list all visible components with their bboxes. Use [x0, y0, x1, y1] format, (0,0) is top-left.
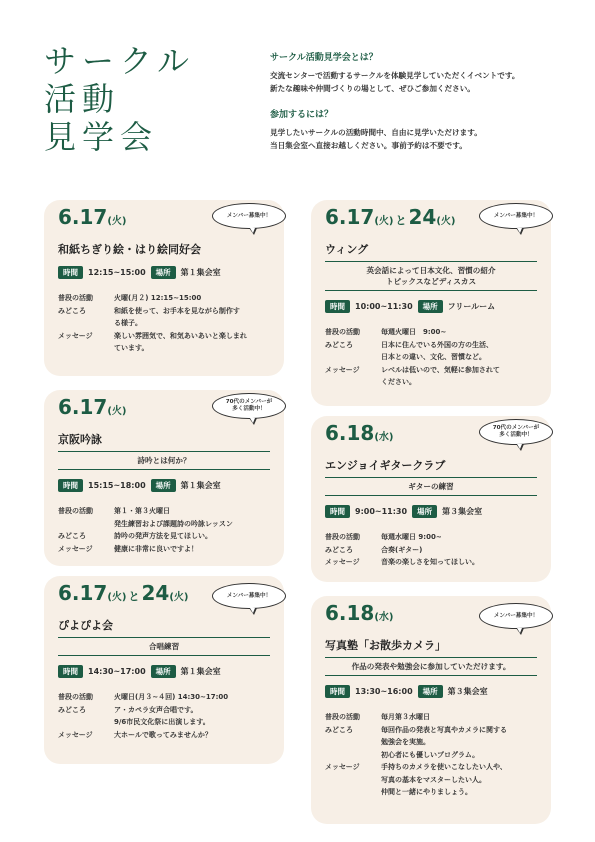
time-value: 14:30~17:00 [88, 667, 146, 676]
highlight-label: みどころ [58, 306, 86, 315]
time-value: 12:15~15:00 [88, 268, 146, 277]
regular-label: 普段の活動 [58, 693, 93, 701]
message-line: ています。 [114, 344, 149, 352]
message-label: メッセージ [325, 365, 360, 374]
regular-label: 普段の活動 [58, 294, 93, 302]
highlight-line: 勉強会を実施。 [381, 738, 430, 746]
regular-label: 普段の活動 [58, 507, 93, 515]
circle-subtitle: 英会話によって日本文化、習慣の紹介 トピックスなどディスカス [325, 261, 537, 291]
time-place-row [58, 665, 270, 678]
event-date: 6.17(火) と 24(火) [325, 205, 456, 229]
circle-subtitle: 合唱練習 [58, 637, 270, 656]
message-line: 写真の基本をマスターしたい人。 [381, 775, 486, 784]
highlight-label: みどころ [325, 340, 353, 349]
highlight-label: みどころ [58, 532, 86, 540]
circle-subtitle: 詩吟とは何か？ [58, 451, 270, 470]
regular-value: 毎週火曜日 9:00~ [381, 328, 447, 336]
time-place-row [58, 479, 270, 492]
message-line: 健康に非常に良いですよ！ [114, 544, 198, 553]
time-value: 15:15~18:00 [88, 481, 146, 490]
regular-label: 普段の活動 [325, 713, 360, 721]
time-tag: 時間 [58, 479, 83, 492]
regular-line: 発生練習および課題詩の吟詠レッスン [114, 519, 233, 528]
regular-value: 毎週水曜日 9:00~ [381, 533, 442, 541]
circle-name: エンジョイギタークラブ [325, 459, 446, 472]
time-place-row [325, 300, 537, 313]
highlight-label: みどころ [325, 545, 353, 554]
circle-name: ウィング [325, 243, 369, 256]
message-line: レベルは低いので、気軽に参加されて [381, 365, 500, 374]
seventies-bubble: 70代のメンバーが 多く活動中！ [479, 419, 553, 445]
intro-answer-1-line-2: 新たな趣味や仲間づくりの場として、ぜひご参加ください。 [270, 84, 475, 93]
regular-line: 第１・第３火曜日 [114, 507, 170, 515]
message-label: メッセージ [325, 763, 360, 771]
time-tag: 時間 [325, 300, 350, 313]
time-place-row [325, 505, 537, 518]
place-tag: 場所 [418, 685, 443, 698]
highlight-line: 9/6市民文化祭に出演します。 [114, 718, 210, 726]
place-tag: 場所 [412, 505, 437, 518]
time-place-row [58, 266, 270, 279]
time-value: 9:00~11:30 [355, 507, 408, 516]
circle-card-photo [311, 596, 551, 824]
highlight-line: 日本に住んでいる外国の方の生活、 [381, 340, 493, 349]
highlight-line: 毎回作品の発表と写真やカメラに関する [381, 725, 507, 734]
recruit-bubble: メンバー募集中！ [212, 203, 286, 229]
time-tag: 時間 [325, 685, 350, 698]
circle-name: 京阪吟詠 [58, 433, 102, 446]
highlight-line: ア・カペラ女声合唱です。 [114, 705, 198, 714]
details [58, 505, 270, 555]
message-label: メッセージ [58, 730, 93, 739]
time-place-row [325, 685, 537, 698]
regular-value: 毎月第３水曜日 [381, 713, 430, 721]
time-tag: 時間 [58, 665, 83, 678]
event-date: 6.17(火) [58, 205, 127, 229]
message-line: 手持ちのカメラを使いこなしたい人や、 [381, 763, 507, 771]
event-date: 6.18(水) [325, 421, 394, 445]
place-value: フリールーム [447, 302, 496, 311]
circle-name: 写真塾「お散歩カメラ」 [325, 639, 446, 652]
regular-label: 普段の活動 [325, 533, 360, 541]
highlight-line: 和紙を使って、お手本を見ながら制作す [114, 306, 240, 315]
details [325, 531, 537, 569]
time-tag: 時間 [325, 505, 350, 518]
regular-label: 普段の活動 [325, 328, 360, 336]
place-value: 第１集会室 [180, 268, 221, 277]
intro-answer-1-line-1: 交流センターで活動するサークルを体験見学していただくイベントです。 [270, 71, 520, 80]
message-label: メッセージ [325, 558, 360, 566]
circle-subtitle: 作品の発表や勉強会に参加していただけます。 [325, 657, 537, 676]
message-line: 音楽の楽しさを知ってほしい。 [381, 558, 479, 566]
circle-card-wing [311, 200, 551, 406]
event-date: 6.17(火) と 24(火) [58, 581, 189, 605]
highlight-line: る様子。 [114, 319, 142, 327]
highlight-label: みどころ [58, 705, 86, 714]
seventies-bubble: 70代のメンバーが 多く活動中！ [212, 393, 286, 419]
circle-name: ぴよぴよ会 [58, 619, 113, 632]
place-tag: 場所 [151, 479, 176, 492]
message-line: ください。 [381, 378, 416, 386]
recruit-bubble: メンバー募集中！ [479, 203, 553, 229]
place-value: 第１集会室 [180, 667, 221, 676]
highlight-line: 合奏(ギター) [381, 545, 423, 554]
time-value: 13:30~16:00 [355, 687, 413, 696]
highlight-line: 日本との違い、文化、習慣など。 [381, 353, 486, 361]
time-tag: 時間 [58, 266, 83, 279]
message-label: メッセージ [58, 544, 93, 553]
title-line-2: 活動 [44, 80, 121, 118]
place-value: 第３集会室 [447, 687, 488, 696]
regular-value: 火曜日(月３~４回) 14:30~17:00 [114, 693, 229, 701]
time-value: 10:00~11:30 [355, 302, 413, 311]
title-line-3: 見学会 [44, 118, 159, 156]
circle-name: 和紙ちぎり絵・はり絵同好会 [58, 243, 201, 256]
details [325, 326, 537, 389]
intro-answer-2-line-2: 当日集会室へ直接お越しください。事前予約は不要です。 [270, 141, 467, 150]
recruit-bubble: メンバー募集中！ [212, 583, 286, 609]
place-value: 第１集会室 [180, 481, 221, 490]
page-title [44, 42, 214, 156]
message-label: メッセージ [58, 331, 93, 340]
intro-section [270, 52, 580, 152]
message-line: 仲間と一緒にやりましょう。 [381, 788, 472, 796]
intro-question-2: 参加するには？ [270, 110, 334, 120]
recruit-bubble: メンバー募集中！ [479, 603, 553, 629]
place-value: 第３集会室 [442, 507, 483, 516]
details [325, 711, 537, 799]
highlight-line: 初心者にも優しいプログラム。 [381, 750, 480, 759]
place-tag: 場所 [151, 266, 176, 279]
event-date: 6.18(水) [325, 601, 394, 625]
highlight-line: 詩吟の発声方法を見てほしい。 [114, 532, 212, 540]
event-date: 6.17(火) [58, 395, 127, 419]
intro-answer-2-line-1: 見学したいサークルの活動時間中、自由に見学いただけます。 [270, 128, 482, 137]
circle-subtitle: ギターの練習 [325, 477, 537, 496]
details [58, 691, 270, 741]
place-tag: 場所 [418, 300, 443, 313]
regular-value: 火曜(月２) 12:15~15:00 [114, 294, 202, 302]
message-line: 楽しい雰囲気で、和気あいあいと楽しまれ [114, 331, 247, 340]
message-line: 大ホールで歌ってみませんか？ [114, 730, 212, 739]
intro-question-1: サークル活動見学会とは？ [270, 53, 378, 63]
place-tag: 場所 [151, 665, 176, 678]
title-line-1: サークル [44, 42, 196, 80]
details [58, 292, 270, 355]
highlight-label: みどころ [325, 725, 353, 734]
